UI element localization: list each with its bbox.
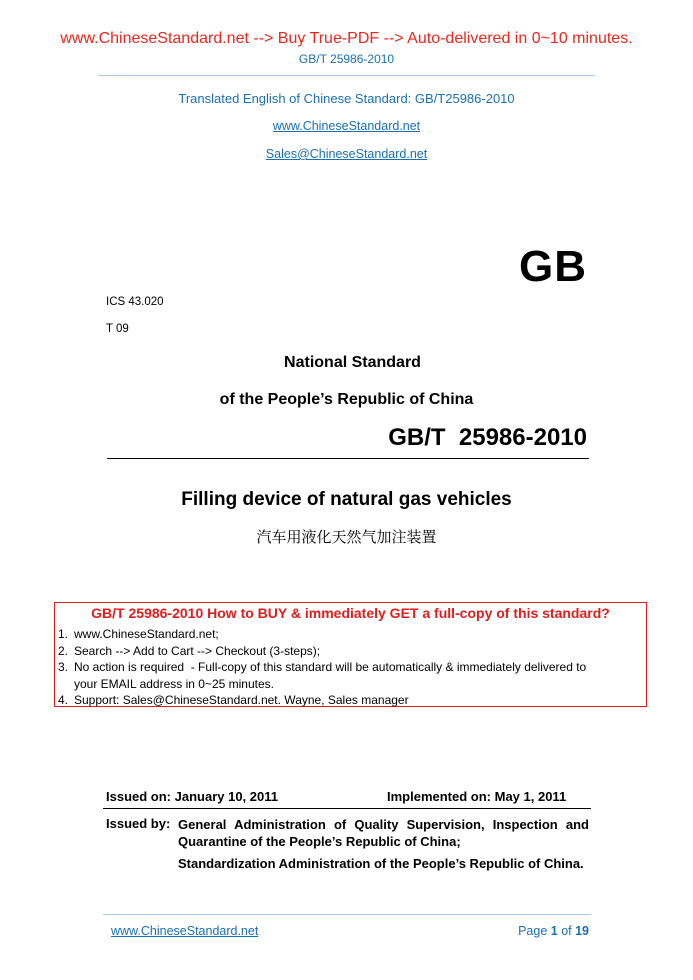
site-link[interactable]: www.ChineseStandard.net	[272, 119, 421, 133]
site-link-wrapper	[0, 119, 693, 133]
page-total: 19	[575, 924, 589, 938]
list-item	[58, 626, 643, 643]
list-item	[58, 643, 643, 660]
translated-notice: Translated English of Chinese Standard: GB/T25986-2010	[178, 91, 515, 106]
list-item-number: 1.	[58, 627, 69, 641]
page-current: 1	[550, 924, 558, 938]
header-standard-code: GB/T 25986-2010	[298, 52, 395, 66]
issued-by-label: Issued by:	[106, 816, 171, 831]
top-banner: www.ChineseStandard.net --> Buy True-PDF --> Auto-delivered in 0~10 minutes.	[60, 30, 633, 47]
email-link[interactable]: Sales@ChineseStandard.net	[265, 147, 428, 161]
email-link-wrapper	[0, 147, 693, 161]
header-divider	[98, 75, 595, 76]
list-item-continuation: your EMAIL address in 0~25 minutes.	[74, 676, 274, 691]
buy-steps-list	[58, 626, 643, 709]
standard-divider	[107, 458, 589, 459]
gb-mark: GB	[519, 242, 587, 291]
footer-divider	[103, 914, 591, 915]
footer-site-wrapper	[111, 924, 258, 938]
list-item-number: 2.	[58, 643, 69, 658]
list-item-number: 4.	[58, 693, 69, 707]
footer-site-link[interactable]: www.ChineseStandard.net	[111, 924, 259, 938]
national-standard-heading: National Standard	[284, 354, 421, 371]
ics-code: ICS 43.020	[106, 296, 164, 308]
standard-number: GB/T 25986-2010	[388, 424, 587, 451]
title-english: Filling device of natural gas vehicles	[181, 489, 512, 510]
list-item	[58, 692, 643, 709]
list-item-text: No action is required - Full-copy of this standard will be automatically & immediately delivered to	[74, 660, 587, 674]
buy-heading: GB/T 25986-2010 How to BUY & immediately GET a full-copy of this standard?	[91, 605, 610, 621]
buy-instructions-box	[54, 602, 647, 707]
page-of: of	[557, 924, 576, 938]
list-item	[58, 659, 643, 676]
list-item-number: 3.	[58, 660, 69, 674]
implemented-on-date: Implemented on: May 1, 2011	[387, 789, 567, 804]
issue-divider	[103, 808, 591, 809]
page-prefix: Page	[518, 924, 551, 938]
issuing-authority-1: General Administration of Quality Supervision, Inspection and Quarantine of the People’s Republic of China;	[178, 817, 589, 849]
list-item-text: www.ChineseStandard.net;	[74, 627, 219, 641]
issued-on-date: Issued on: January 10, 2011	[106, 789, 278, 804]
title-chinese: 汽车用液化天然气加注装置	[256, 528, 437, 546]
t-code: T 09	[106, 323, 129, 335]
list-item-text: Support: Sales@ChineseStandard.net. Wayne, Sales manager	[74, 693, 409, 707]
page-indicator	[518, 924, 589, 938]
list-item-text: Search --> Add to Cart --> Checkout (3-steps);	[74, 643, 321, 658]
prc-heading: of the People’s Republic of China	[219, 391, 474, 408]
issuing-authority-2: Standardization Administration of the People’s Republic of China.	[178, 856, 584, 871]
